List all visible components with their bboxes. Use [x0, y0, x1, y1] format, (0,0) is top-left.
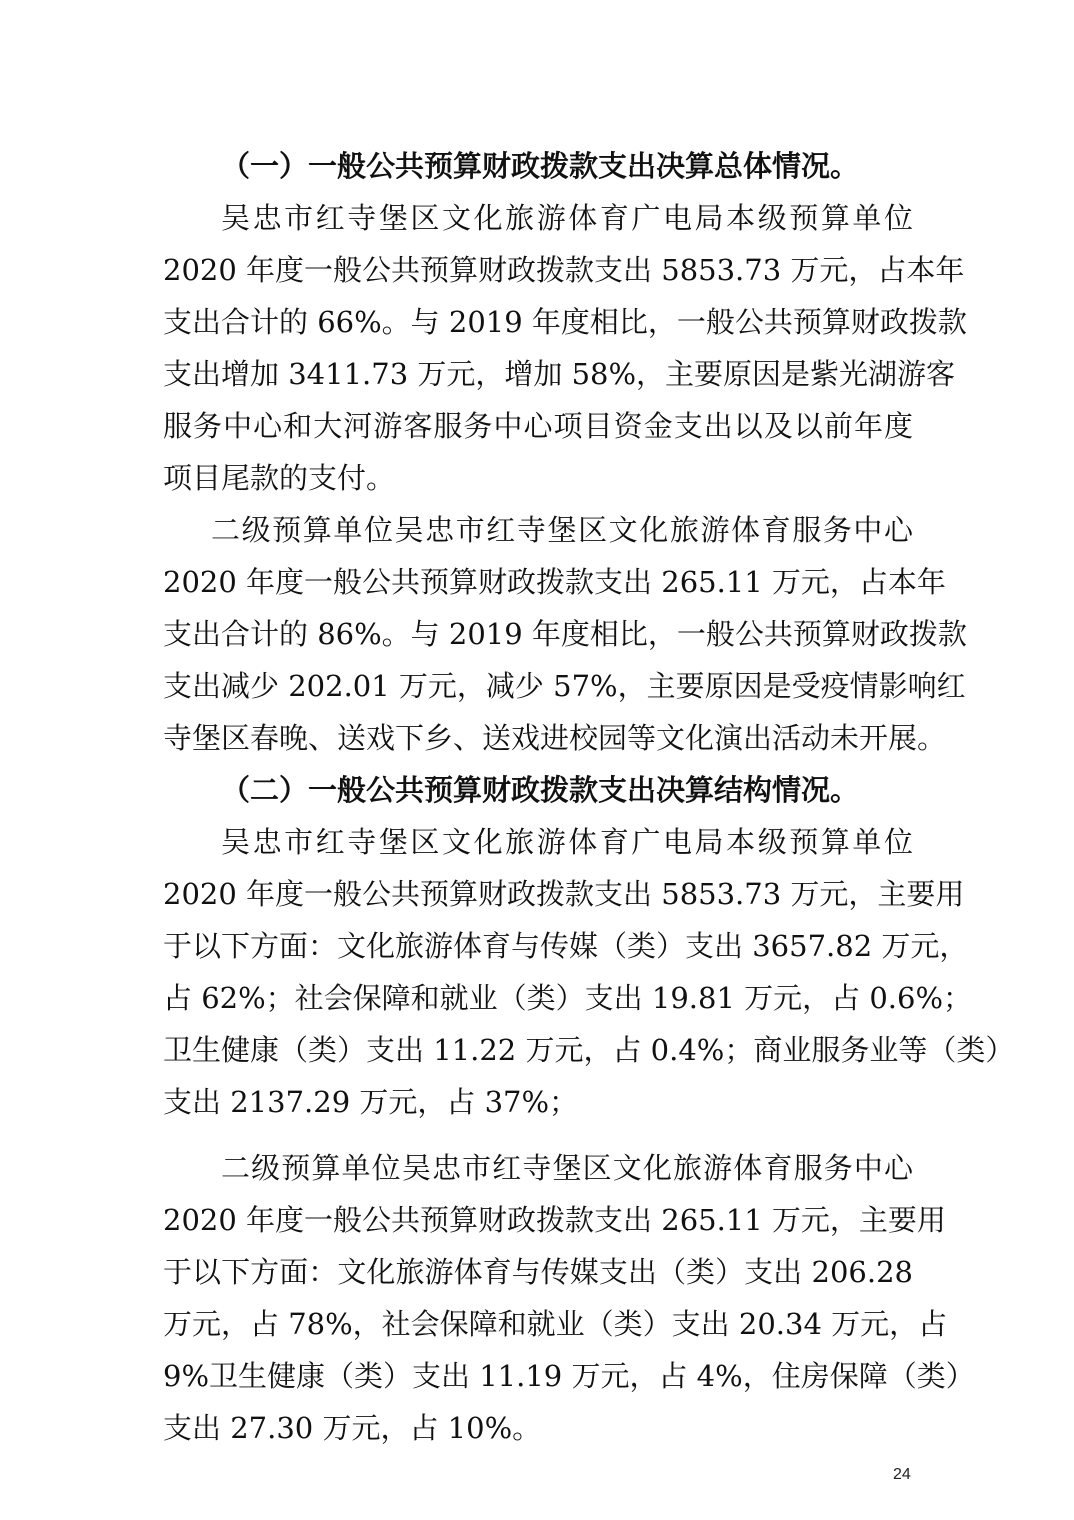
section-heading-2: （二）一般公共预算财政拨款支出决算结构情况。	[221, 773, 860, 807]
text-line: 支出 2137.29 万元，占 37%；	[163, 1085, 579, 1119]
text-line: 二级预算单位吴忠市红寺堡区文化旅游体育服务中心	[211, 513, 913, 547]
text-line: 二级预算单位吴忠市红寺堡区文化旅游体育服务中心	[221, 1151, 913, 1185]
text-line: 项目尾款的支付。	[163, 461, 396, 495]
text-line: 寺堡区春晚、送戏下乡、送戏进校园等文化演出活动未开展。	[163, 721, 947, 755]
paragraph-2	[163, 504, 967, 764]
text-line: 支出 27.30 万元，占 10%。	[163, 1411, 542, 1445]
text-line: 2020 年度一般公共预算财政拨款支出 5853.73 万元，主要用	[163, 877, 965, 911]
text-line: 支出合计的 86%。与 2019 年度相比，一般公共预算财政拨款	[163, 617, 967, 651]
paragraph-3	[163, 816, 1015, 1128]
text-line: 9%卫生健康（类）支出 11.19 万元，占 4%，住房保障（类）	[163, 1359, 975, 1393]
text-line: 占 62%；社会保障和就业（类）支出 19.81 万元，占 0.6%；	[163, 981, 973, 1015]
page-number: 24	[893, 1466, 911, 1483]
text-line: 2020 年度一般公共预算财政拨款支出 265.11 万元，主要用	[163, 1203, 946, 1237]
text-line: 吴忠市红寺堡区文化旅游体育广电局本级预算单位	[221, 825, 913, 859]
text-line: 支出合计的 66%。与 2019 年度相比，一般公共预算财政拨款	[163, 305, 967, 339]
paragraph-4	[163, 1142, 975, 1454]
text-line: 于以下方面：文化旅游体育与传媒支出（类）支出 206.28	[163, 1255, 913, 1289]
text-line: 服务中心和大河游客服务中心项目资金支出以及以前年度	[163, 409, 913, 443]
document-body	[163, 140, 1015, 1454]
text-line: 2020 年度一般公共预算财政拨款支出 265.11 万元，占本年	[163, 565, 946, 599]
text-line: 万元，占 78%，社会保障和就业（类）支出 20.34 万元，占	[163, 1307, 948, 1341]
text-line: 卫生健康（类）支出 11.22 万元，占 0.4%；商业服务业等（类）	[163, 1033, 1015, 1067]
text-line: 吴忠市红寺堡区文化旅游体育广电局本级预算单位	[221, 201, 913, 235]
text-line: 支出增加 3411.73 万元，增加 58%，主要原因是紫光湖游客	[163, 357, 956, 391]
text-line: 于以下方面：文化旅游体育与传媒（类）支出 3657.82 万元，	[163, 929, 969, 963]
text-line: 支出减少 202.01 万元，减少 57%，主要原因是受疫情影响红	[163, 669, 966, 703]
paragraph-1	[163, 192, 967, 504]
section-heading-1: （一）一般公共预算财政拨款支出决算总体情况。	[221, 149, 860, 183]
text-line: 2020 年度一般公共预算财政拨款支出 5853.73 万元，占本年	[163, 253, 965, 287]
